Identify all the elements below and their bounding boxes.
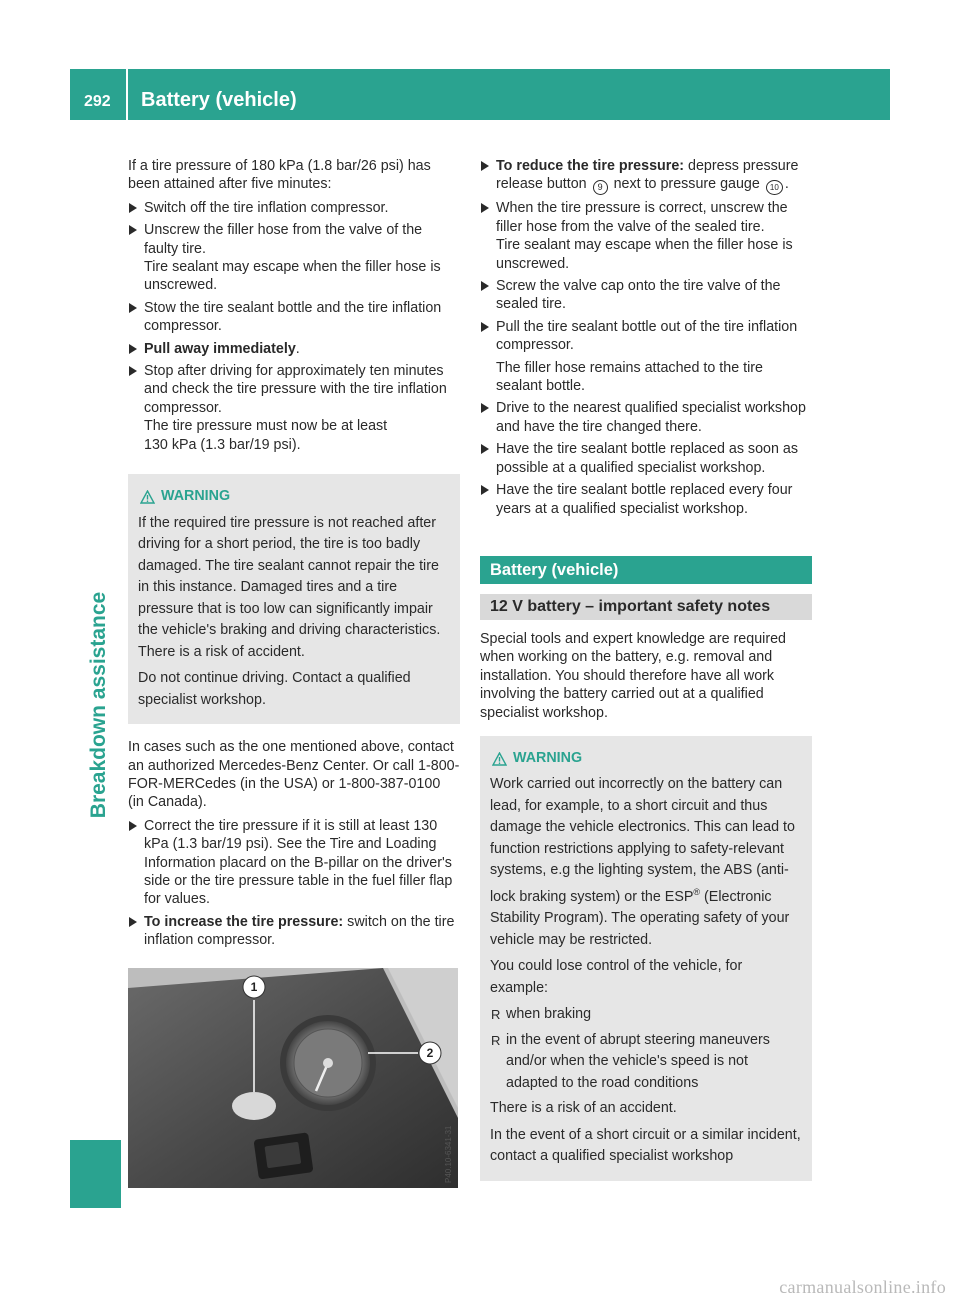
callout-10-icon: 10 — [766, 180, 783, 195]
step-stow-bottle: Stow the tire sealant bottle and the tire inflation compressor. — [128, 299, 460, 336]
step-unscrew-sealed: When the tire pressure is correct, unscrew the filler hose from the valve of the sealed tire. Tire sealant may escape when the filler hose is unscrewed. — [480, 199, 812, 273]
warning-text: In the event of a short circuit or a similar incident, contact a qualified specialist workshop — [490, 1126, 801, 1165]
warning-text: There is a risk of an accident. — [490, 1100, 677, 1117]
step-unscrew-hose: Unscrew the filler hose from the valve of the faulty tire. Tire sealant may escape when the filler hose is unscrewed. — [128, 221, 460, 295]
step-increase-pressure: To increase the tire pressure: switch on the tire inflation compressor. — [128, 913, 460, 950]
bullet-icon: R — [491, 1007, 501, 1023]
warning-triangle-icon — [492, 752, 507, 766]
step-arrow-icon — [481, 203, 489, 213]
warning-bullet: R when braking — [490, 1004, 802, 1026]
step-valve-cap: Screw the valve cap onto the tire valve of the sealed tire. — [480, 277, 812, 314]
step-drive-workshop: Drive to the nearest qualified specialist workshop and have the tire changed there. — [480, 399, 812, 436]
step-arrow-icon — [129, 917, 137, 927]
step-arrow-icon — [481, 161, 489, 171]
footer — [0, 1262, 960, 1302]
warning-text: If the required tire pressure is not reached after driving for a short period, the tire is too badly damaged. The tire sealant cannot repair the tire in this instance. Damaged tires and a tire pressure that is too low can significantly impair the vehicle's braking and driving characteristics. There is a risk of accident. — [138, 514, 441, 660]
step-arrow-icon — [481, 403, 489, 413]
contact-paragraph: In cases such as the one mentioned above, contact an authorized Mercedes-Benz Center. Or call 1-800-FOR-MERCedes (in the USA) or 1-800-387-0100 (in Canada). — [128, 739, 460, 811]
callout-1: 1 — [250, 979, 258, 994]
warning-triangle-icon — [140, 490, 155, 504]
warning-box-battery — [480, 736, 812, 1181]
step-arrow-icon — [481, 322, 489, 332]
step-arrow-icon — [129, 203, 137, 213]
section-heading: Battery (vehicle) — [480, 556, 812, 584]
warning-text: Do not continue driving. Contact a qualified specialist workshop. — [138, 670, 411, 708]
step-arrow-icon — [481, 485, 489, 495]
right-column — [480, 157, 812, 1181]
step-arrow-icon — [129, 344, 137, 354]
callout-9-icon: 9 — [593, 180, 608, 195]
chapter-label-text: Breakdown assistance — [87, 591, 110, 819]
page-number: 292 — [84, 93, 111, 110]
step-arrow-icon — [481, 444, 489, 454]
step-correct-pressure: Correct the tire pressure if it is still at least 130 kPa (1.3 bar/19 psi). See the Tire and Loading Information placard on the B-pillar on the driver's side or the tire pressure table in the fuel filler flap for values. — [128, 817, 460, 909]
step-note: The filler hose remains attached to the tire sealant bottle. — [496, 359, 764, 395]
warning-text: You could lose control of the vehicle, for example: — [490, 958, 743, 996]
step-stop-check: Stop after driving for approximately ten minutes and check the tire pressure with the tire inflation compressor. The tire pressure must now be at least 130 kPa (1.3 bar/19 psi). — [128, 362, 460, 454]
step-switch-off: Switch off the tire inflation compressor. — [128, 199, 460, 217]
page-header — [70, 69, 890, 120]
callout-2: 2 — [426, 1045, 434, 1060]
step-arrow-icon — [129, 303, 137, 313]
battery-intro: Special tools and expert knowledge are required when working on the battery, e.g. removal and installation. You should therefore have all work involving the battery carried out at a qualified specialist workshop. — [480, 630, 786, 721]
step-reduce-pressure: To reduce the tire pressure: depress pressure release button 9 next to pressure gauge 10 . — [480, 157, 812, 195]
page-title: Battery (vehicle) — [141, 89, 297, 111]
warning-bullet: R in the event of abrupt steering maneuvers and/or when the vehicle's speed is not adapted to the road conditions — [491, 1031, 770, 1091]
warning-text: Work carried out incorrectly on the battery can lead, for example, to a short circuit and thus damage the vehicle electronics. This can lead to function restrictions applying to safety-relevant systems, e.g the lighting system, the ABS (anti-lock braking system) or the ESP® (Electronic Stability Program). The operating safety of your vehicle may be restricted. — [490, 776, 795, 948]
compressor-photo — [128, 968, 458, 1188]
header-divider — [126, 69, 128, 120]
step-note: Tire sealant may escape when the filler hose is unscrewed. — [496, 237, 793, 272]
step-arrow-icon — [481, 281, 489, 291]
step-replace-soon: Have the tire sealant bottle replaced as soon as possible at a qualified specialist workshop. — [480, 440, 812, 477]
bullet-icon: R — [491, 1032, 501, 1048]
step-note: Tire sealant may escape when the filler hose is unscrewed. — [144, 259, 441, 294]
compressor-figure — [128, 968, 460, 1188]
step-arrow-icon — [129, 225, 137, 235]
chapter-side-label — [84, 555, 114, 855]
step-replace-four-years: Have the tire sealant bottle replaced every four years at a qualified specialist workshop. — [480, 481, 812, 518]
watermark: carmanualsonline.info — [779, 1277, 946, 1297]
intro-paragraph: If a tire pressure of 180 kPa (1.8 bar/26 psi) has been attained after five minutes: — [128, 158, 431, 193]
step-arrow-icon — [129, 821, 137, 831]
figure-code: P40.10-6341-31 — [444, 1125, 453, 1183]
warning-heading: WARNING — [490, 748, 802, 770]
step-arrow-icon — [129, 366, 137, 376]
subsection-heading: 12 V battery – important safety notes — [480, 594, 812, 620]
step-pull-away: Pull away immediately. — [128, 340, 460, 358]
step-pull-bottle: Pull the tire sealant bottle out of the tire inflation compressor. The filler hose remains attached to the tire sealant bottle. — [480, 318, 812, 396]
warning-box-tire — [128, 474, 460, 724]
chapter-tab-marker — [70, 1140, 121, 1208]
warning-heading: WARNING — [138, 486, 450, 508]
left-column — [128, 157, 460, 1188]
